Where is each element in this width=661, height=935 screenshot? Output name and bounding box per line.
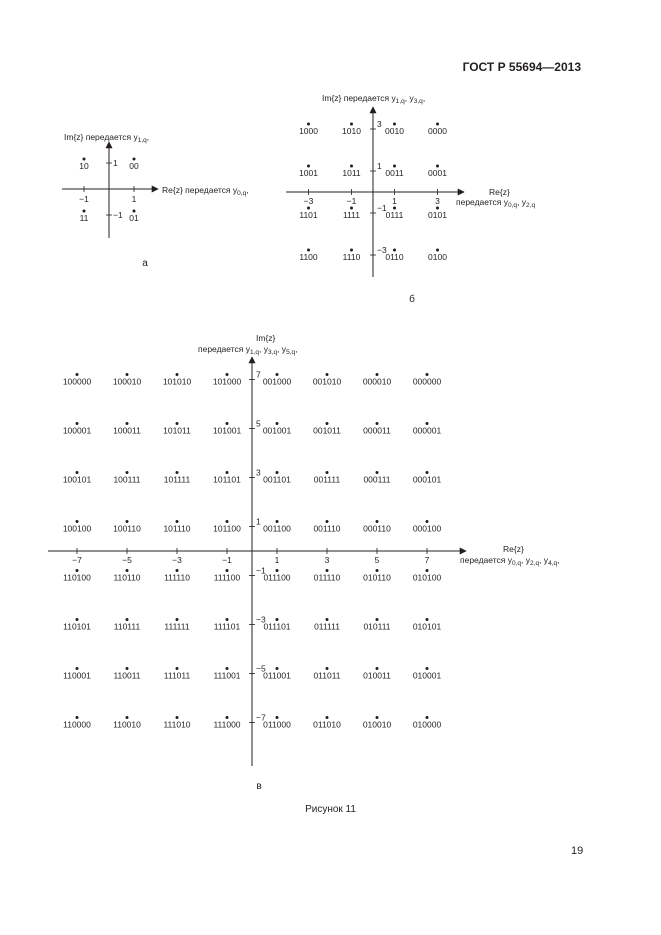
b-panel-label: б: [409, 294, 415, 305]
b-point-label: 1000: [299, 126, 318, 136]
c-point-label: 110010: [113, 719, 141, 730]
c-point-label: 101000: [212, 376, 242, 387]
c-point-label: 000110: [363, 523, 391, 534]
b-point-label: 0101: [428, 210, 447, 220]
c-x-axis-label: передается $y_{0,q}$, $y_{2,q}$, $y_{4,q}$,: [460, 555, 560, 567]
c-point-label: 001100: [263, 523, 291, 534]
c-x-tick-label: −3: [172, 555, 182, 565]
c-y-tick-label: −5: [256, 663, 266, 674]
c-point-label: 010100: [412, 572, 442, 583]
c-point-label: 000011: [363, 425, 391, 436]
c-point-label: 111001: [213, 670, 241, 681]
b-point-label: 1101: [299, 210, 318, 220]
c-x-tick-label: 7: [424, 555, 430, 565]
c-point-label: 001110: [313, 523, 341, 534]
c-point-label: 110111: [113, 621, 141, 632]
c-point-label: 000000: [412, 376, 442, 387]
a-x-tick-label: −1: [79, 194, 89, 204]
b-point-label: 1001: [299, 168, 318, 178]
c-point-label: 101010: [162, 376, 192, 387]
c-point-label: 000010: [362, 376, 392, 387]
c-point-label: 100010: [112, 376, 142, 387]
c-point-label: 011010: [313, 719, 341, 730]
c-x-tick-label: 1: [274, 555, 280, 565]
c-y-tick-label: −7: [256, 712, 266, 723]
c-point-label: 100011: [113, 425, 141, 436]
c-point-label: 100111: [113, 474, 141, 485]
c-point-label: 001011: [313, 425, 341, 436]
c-x-tick-label: −7: [72, 555, 82, 565]
c-point-label: 000111: [363, 474, 391, 485]
c-point-label: 001101: [263, 474, 291, 485]
c-point-label: 101101: [213, 474, 241, 485]
c-y-tick-label: 5: [256, 418, 261, 429]
c-point-label: 000101: [412, 474, 442, 485]
b-y-tick-label: 1: [377, 161, 382, 171]
diagram-c: [48, 333, 559, 792]
c-point-label: 100101: [62, 474, 92, 485]
c-point-label: 111111: [164, 621, 190, 632]
c-point-label: 111000: [213, 719, 241, 730]
c-y-axis-label: передается $y_{1,q}$, $y_{3,q}$, $y_{5,q}$,: [198, 344, 298, 356]
b-x-tick-label: −3: [303, 196, 314, 206]
c-point-label: 010110: [363, 572, 391, 583]
b-point-label: 0111: [385, 210, 404, 220]
c-point-label: 101011: [163, 425, 191, 436]
c-point-label: 001001: [262, 425, 292, 436]
c-x-tick-label: 5: [374, 555, 380, 565]
c-x-tick-label: 3: [324, 555, 330, 565]
b-point-label: 0110: [385, 252, 404, 262]
c-point-label: 110011: [113, 670, 141, 681]
c-point-label: 111010: [163, 719, 191, 730]
c-point-label: 111101: [213, 621, 241, 632]
c-point-label: 010011: [363, 670, 391, 681]
c-point-label: 101110: [163, 523, 191, 534]
c-point-label: 011011: [313, 670, 341, 681]
c-point-label: 100001: [62, 425, 92, 436]
c-point-label: 011101: [263, 621, 291, 632]
b-point-label: 1010: [342, 126, 361, 136]
c-point-label: 111110: [164, 572, 190, 583]
c-point-label: 111011: [163, 670, 191, 681]
b-y-axis-label: Im{z} передается $y_{1,q}$, $y_{3,q}$,: [322, 93, 426, 105]
c-point-label: 111100: [213, 572, 241, 583]
c-y-tick-label: 3: [256, 467, 261, 478]
c-point-label: 110101: [63, 621, 91, 632]
c-y-axis-label-line1: Im{z}: [256, 333, 276, 343]
b-point-label: 1110: [342, 252, 361, 262]
c-point-label: 010101: [412, 621, 442, 632]
c-y-tick-label: −1: [256, 565, 266, 576]
b-y-tick-label: −1: [377, 203, 387, 213]
c-point-label: 010000: [412, 719, 442, 730]
b-x-tick-label: 3: [435, 196, 440, 206]
c-point-label: 110001: [63, 670, 91, 681]
c-point-label: 011100: [263, 572, 291, 583]
a-point-label: 01: [129, 213, 139, 223]
a-x-tick-label: 1: [131, 194, 137, 204]
c-point-label: 010111: [363, 621, 391, 632]
c-y-tick-label: 1: [256, 516, 261, 527]
c-x-axis-label-line1: Re{z}: [503, 544, 524, 554]
a-point-label: 00: [129, 161, 139, 171]
c-point-label: 100110: [113, 523, 141, 534]
b-point-label: 0100: [428, 252, 447, 262]
c-point-label: 100000: [62, 376, 92, 387]
c-point-label: 110110: [113, 572, 141, 583]
c-point-label: 000100: [412, 523, 442, 534]
c-point-label: 011000: [263, 719, 291, 730]
c-point-label: 110000: [63, 719, 91, 730]
c-point-label: 010010: [362, 719, 392, 730]
b-point-label: 0011: [385, 168, 404, 178]
b-point-label: 0000: [428, 126, 447, 136]
c-point-label: 011111: [314, 621, 340, 632]
a-panel-label: а: [142, 258, 148, 269]
b-x-axis-label: передается $y_{0,q}$, $y_{2,q}$: [456, 197, 536, 209]
c-point-label: 010001: [412, 670, 442, 681]
c-x-tick-label: −5: [122, 555, 132, 565]
c-point-label: 101111: [163, 474, 191, 485]
diagram-b: [286, 93, 535, 305]
a-point-label: 10: [79, 161, 89, 171]
b-y-tick-label: 3: [377, 119, 382, 129]
c-point-label: 110100: [63, 572, 91, 583]
c-point-label: 000001: [412, 425, 442, 436]
b-y-tick-label: −3: [377, 245, 387, 255]
b-point-label: 0010: [385, 126, 404, 136]
standard-designation: ГОСТ Р 55694—2013: [462, 60, 581, 74]
page-number: 19: [571, 845, 584, 857]
c-y-tick-label: 7: [256, 369, 261, 380]
c-point-label: 100100: [62, 523, 92, 534]
c-y-tick-label: −3: [256, 614, 266, 625]
c-point-label: 101001: [212, 425, 242, 436]
c-point-label: 001111: [313, 474, 341, 485]
b-x-axis-label-line1: Re{z}: [489, 187, 510, 197]
b-x-tick-label: −1: [346, 196, 357, 206]
b-point-label: 1011: [342, 168, 361, 178]
b-point-label: 1111: [342, 210, 361, 220]
a-x-axis-label: Re{z} передается $y_{0,q}$,: [162, 185, 249, 197]
b-point-label: 0001: [428, 168, 447, 178]
c-point-label: 101100: [213, 523, 241, 534]
a-y-axis-label: Im{z} передается $y_{1,q}$,: [64, 132, 150, 144]
a-point-label: 11: [79, 213, 89, 223]
b-x-tick-label: 1: [392, 196, 397, 206]
a-y-tick-label: −1: [113, 210, 123, 220]
c-x-tick-label: −1: [222, 555, 232, 565]
c-panel-label: в: [256, 781, 262, 792]
c-point-label: 001000: [262, 376, 292, 387]
c-point-label: 001010: [312, 376, 342, 387]
diagram-a: [62, 132, 249, 269]
a-y-tick-label: 1: [113, 158, 118, 168]
c-point-label: 011110: [313, 572, 341, 583]
figure-caption: Рисунок 11: [305, 804, 356, 815]
c-point-label: 011001: [263, 670, 291, 681]
b-point-label: 1100: [299, 252, 318, 262]
